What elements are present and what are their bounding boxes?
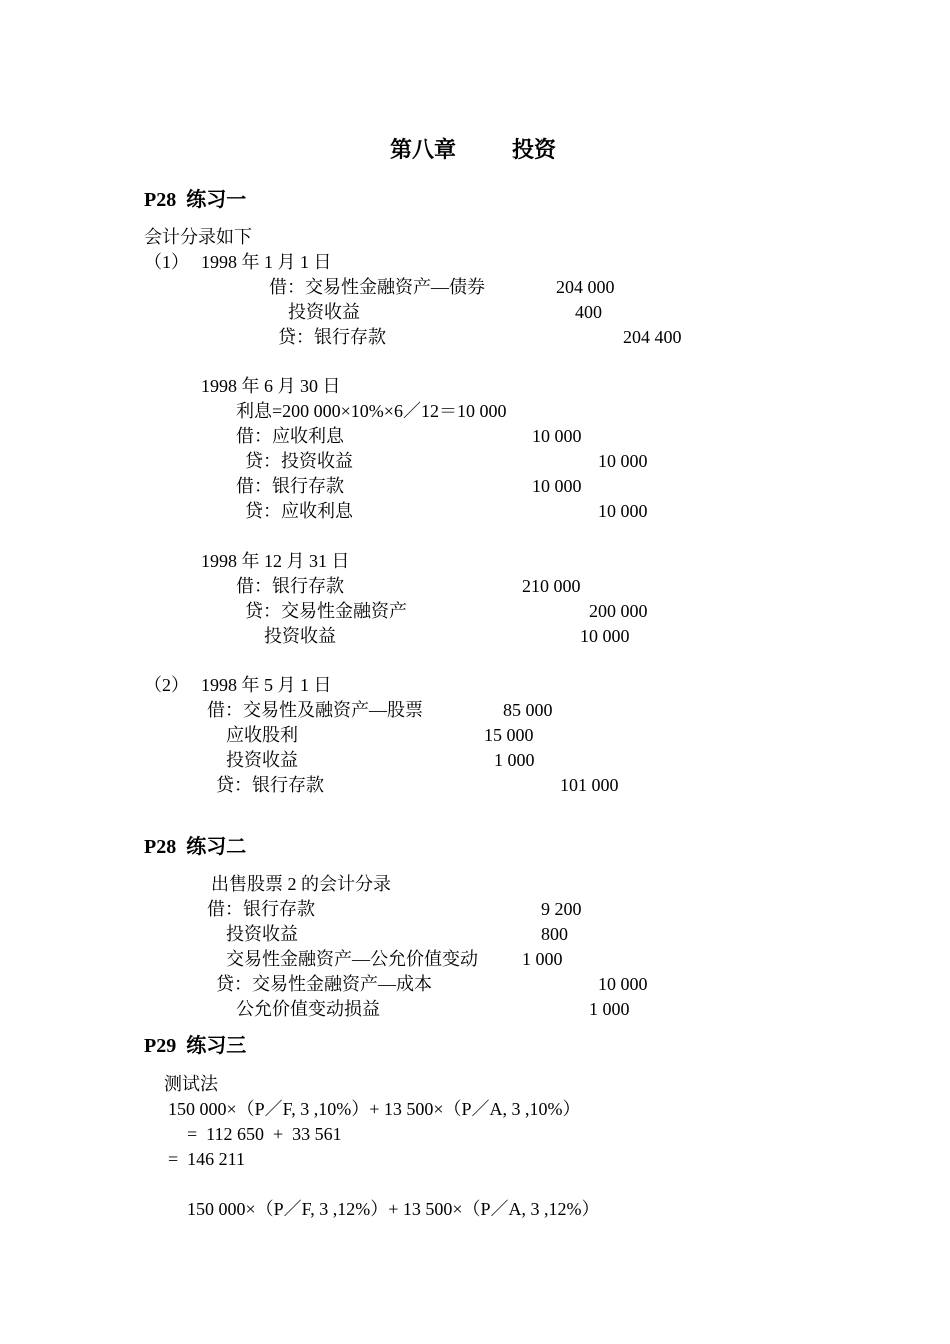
entry-account: 借：银行存款	[236, 576, 344, 596]
section-heading: P28 练习一	[144, 189, 247, 211]
entry-amount: 101 000	[560, 775, 619, 795]
chapter-title-topic: 投资	[512, 137, 557, 162]
entry-account: 贷：银行存款	[278, 327, 386, 347]
entry-account: 借：应收利息	[236, 426, 344, 446]
entry-account: 借：交易性金融资产—债券	[269, 277, 485, 297]
entry-date: 1998 年 12 月 31 日	[201, 551, 350, 571]
entry-date: 1998 年 5 月 1 日	[201, 675, 332, 695]
section-heading: P29 练习三	[144, 1035, 247, 1057]
entry-account: 公允价值变动损益	[236, 999, 380, 1019]
item-marker: （1）	[144, 252, 189, 272]
entry-account: 应收股利	[226, 725, 298, 745]
entry-amount: 800	[541, 924, 568, 944]
formula-line: = 146 211	[168, 1149, 245, 1169]
entry-account: 贷：交易性金融资产—成本	[216, 974, 432, 994]
entry-amount: 85 000	[503, 700, 553, 720]
section-heading: P28 练习二	[144, 836, 247, 858]
entry-amount: 9 200	[541, 899, 582, 919]
interest-calculation: 利息=200 000×10%×6／12＝10 000	[236, 401, 507, 421]
entry-amount: 10 000	[532, 476, 582, 496]
entry-date: 1998 年 6 月 30 日	[201, 376, 341, 396]
entry-account: 交易性金融资产—公允价值变动	[226, 949, 478, 969]
section-intro: 测试法	[164, 1074, 218, 1094]
formula-line: = 112 650 + 33 561	[187, 1124, 342, 1144]
entry-account: 投资收益	[226, 924, 298, 944]
entry-amount: 10 000	[598, 974, 648, 994]
entry-account: 投资收益	[288, 302, 360, 322]
entry-account: 借：交易性及融资产—股票	[207, 700, 423, 720]
entry-amount: 200 000	[589, 601, 648, 621]
entry-account: 借：银行存款	[236, 476, 344, 496]
entry-amount: 10 000	[580, 626, 630, 646]
section-intro: 会计分录如下	[144, 227, 252, 247]
entry-account: 贷：应收利息	[245, 501, 353, 521]
entry-account: 投资收益	[226, 750, 298, 770]
chapter-title-number: 第八章	[390, 137, 457, 162]
entry-amount: 204 000	[556, 277, 615, 297]
entry-amount: 10 000	[532, 426, 582, 446]
item-marker: （2）	[144, 675, 189, 695]
entry-amount: 1 000	[589, 999, 630, 1019]
section-intro: 出售股票 2 的会计分录	[211, 874, 391, 894]
entry-account: 贷：银行存款	[216, 775, 324, 795]
entry-amount: 1 000	[522, 949, 563, 969]
entry-amount: 204 400	[623, 327, 682, 347]
entry-account: 投资收益	[264, 626, 336, 646]
entry-account: 贷：交易性金融资产	[245, 601, 407, 621]
entry-amount: 15 000	[484, 725, 534, 745]
formula-line: 150 000×（P／F, 3 ,12%）+ 13 500×（P／A, 3 ,12%）	[187, 1199, 600, 1219]
formula-line: 150 000×（P／F, 3 ,10%）+ 13 500×（P／A, 3 ,10%）	[168, 1099, 581, 1119]
entry-amount: 1 000	[494, 750, 535, 770]
entry-amount: 400	[575, 302, 602, 322]
entry-account: 借：银行存款	[207, 899, 315, 919]
entry-account: 贷：投资收益	[245, 451, 353, 471]
entry-amount: 210 000	[522, 576, 581, 596]
entry-date: 1998 年 1 月 1 日	[201, 252, 332, 272]
entry-amount: 10 000	[598, 501, 648, 521]
entry-amount: 10 000	[598, 451, 648, 471]
